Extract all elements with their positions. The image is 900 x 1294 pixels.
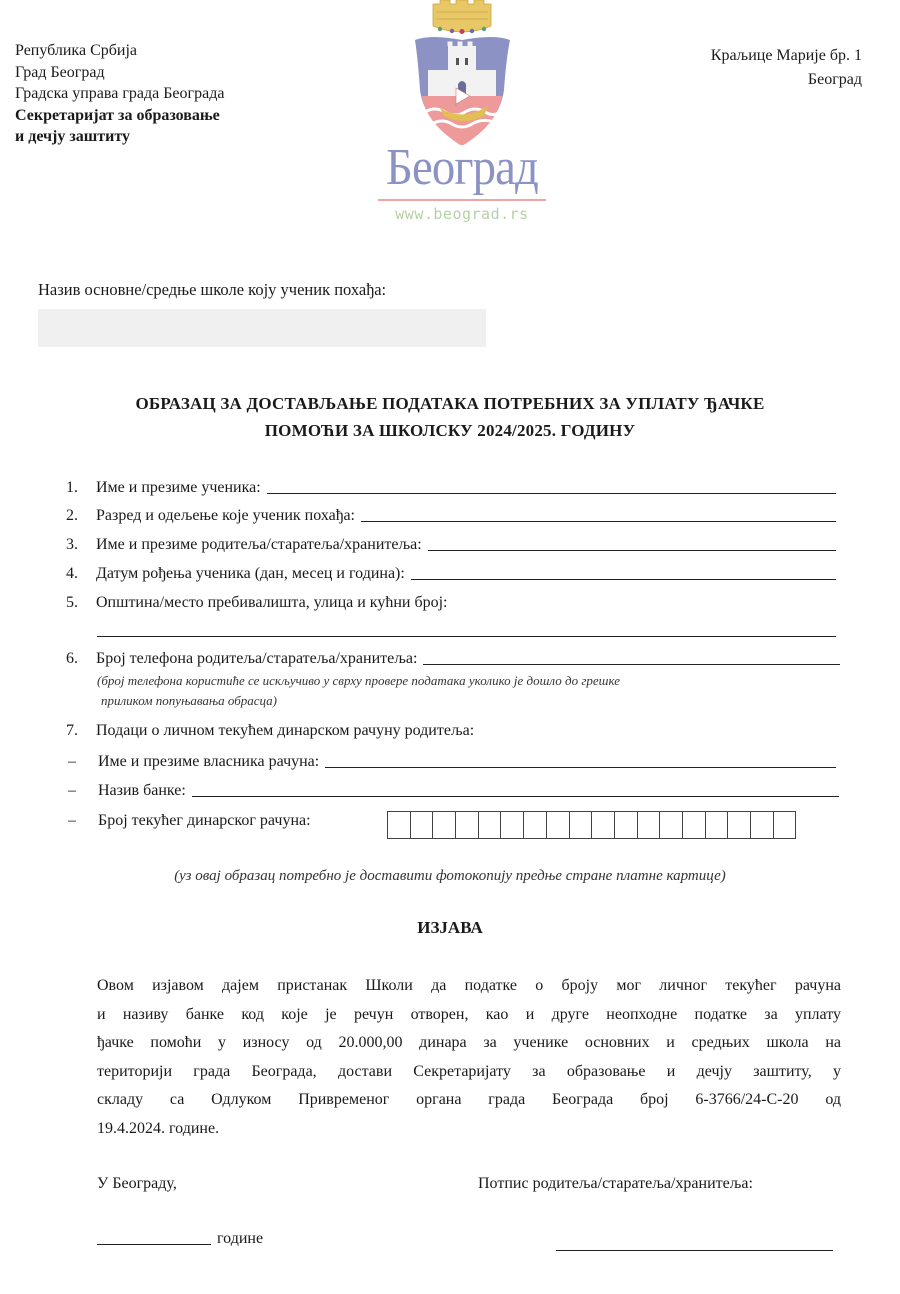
- statement-text: [97, 972, 841, 1143]
- phone-note-line: (број телефона користиће се искључиво у сврху провере података уколико је дошло до грешке: [97, 673, 621, 688]
- account-digit-box[interactable]: [501, 811, 524, 839]
- field-birth-date[interactable]: [66, 561, 836, 583]
- phone-note-line: приликом попуњавања обрасца): [101, 693, 278, 708]
- field-number: 4.: [66, 565, 78, 582]
- statement-line: територији града Београда, достави Секретаријату за образовање и дечју заштиту, у: [97, 1062, 841, 1080]
- address-street: Краљице Марије бр. 1: [710, 47, 862, 64]
- dash-bullet: –: [68, 753, 76, 770]
- account-digit-box[interactable]: [433, 811, 456, 839]
- field-label: Име и презиме родитеља/старатеља/хранитеља:: [96, 536, 422, 553]
- date-suffix: године: [217, 1230, 264, 1247]
- field-number: 3.: [66, 536, 78, 553]
- logo-url: www.beograd.rs: [395, 205, 529, 223]
- account-digit-box[interactable]: [479, 811, 502, 839]
- statement-line: 19.4.2024. године.: [97, 1119, 220, 1137]
- field-label: Име и презиме ученика:: [96, 479, 261, 496]
- issuer-department: и дечју заштиту: [15, 128, 131, 145]
- account-number-boxes[interactable]: [387, 811, 796, 839]
- statement-line: складу са Одлуком Привременог органа града Београда број 6-3766/24-С-20 од: [97, 1091, 841, 1108]
- field-bank-account-heading: [66, 718, 836, 740]
- field-label: Разред и одељење које ученик похађа:: [96, 507, 355, 524]
- field-number: 1.: [66, 479, 78, 496]
- account-digit-box[interactable]: [547, 811, 570, 839]
- statement-line: Овом изјавом дајем пристанак Школи да податке о броју мог личног текућег рачуна: [97, 977, 841, 994]
- account-digit-box[interactable]: [774, 811, 797, 839]
- bank-name-line[interactable]: [192, 780, 839, 797]
- field-label: Назив банке:: [98, 782, 186, 799]
- field-number: 7.: [66, 722, 78, 739]
- field-phone[interactable]: [66, 646, 840, 668]
- school-name-input[interactable]: [38, 309, 486, 347]
- account-digit-box[interactable]: [524, 811, 547, 839]
- issuer-line: Град Београд: [15, 63, 105, 81]
- field-student-name[interactable]: [66, 475, 836, 497]
- account-digit-box[interactable]: [683, 811, 706, 839]
- signature-line[interactable]: [556, 1250, 833, 1251]
- issuer-block: [15, 40, 224, 148]
- date-field[interactable]: [97, 1230, 263, 1248]
- dash-bullet: –: [68, 812, 76, 829]
- school-label: Назив основне/средње школе коју ученик похађа:: [38, 280, 387, 299]
- phone-note: [97, 671, 840, 711]
- field-number: 5.: [66, 594, 78, 611]
- issuer-line: Градска управа града Београда: [15, 85, 225, 102]
- field-bank-name[interactable]: [66, 778, 839, 800]
- account-digit-box[interactable]: [570, 811, 593, 839]
- parent-name-line[interactable]: [428, 534, 836, 551]
- address-block: [711, 44, 862, 92]
- address-line[interactable]: [97, 636, 836, 637]
- form-title: [0, 390, 900, 444]
- field-label: Датум рођења ученика (дан, месец и година):: [96, 565, 405, 582]
- account-digit-box[interactable]: [411, 811, 434, 839]
- field-number: 6.: [66, 650, 78, 667]
- account-digit-box[interactable]: [615, 811, 638, 839]
- place-label: У Београду,: [97, 1175, 177, 1192]
- account-digit-box[interactable]: [660, 811, 683, 839]
- field-parent-name[interactable]: [66, 532, 836, 554]
- logo-underline: [378, 199, 546, 201]
- birth-date-line[interactable]: [411, 563, 836, 580]
- field-label: Подаци о личном текућем динарском рачуну родитеља:: [96, 722, 475, 739]
- signature-label: Потпис родитеља/старатеља/хранитеља:: [478, 1175, 753, 1192]
- field-number: 2.: [66, 507, 78, 524]
- field-label: Број текућег динарског рачуна:: [98, 812, 311, 829]
- issuer-line: Република Србија: [15, 42, 137, 59]
- date-line[interactable]: [97, 1230, 211, 1245]
- field-account-owner[interactable]: [66, 749, 836, 771]
- logo-wordmark: Београд: [386, 139, 538, 196]
- phone-line[interactable]: [423, 648, 840, 665]
- field-label: Име и презиме власника рачуна:: [98, 753, 320, 770]
- account-digit-box[interactable]: [592, 811, 615, 839]
- account-digit-box[interactable]: [638, 811, 661, 839]
- statement-line: ђачке помоћи у износу од 20.000,00 динара за ученике основних и средњих школа на: [97, 1034, 841, 1051]
- dash-bullet: –: [68, 782, 76, 799]
- form-title-line: ПОМОЋИ ЗА ШКОЛСКУ 2024/2025. ГОДИНУ: [264, 421, 636, 440]
- form-title-line: ОБРАЗАЦ ЗА ДОСТАВЉАЊЕ ПОДАТАКА ПОТРЕБНИХ ЗА УПЛАТУ ЂАЧКЕ: [135, 394, 765, 413]
- student-name-line[interactable]: [267, 477, 836, 494]
- statement-heading: ИЗЈАВА: [417, 918, 483, 937]
- belgrade-coat-of-arms-icon: [370, 0, 555, 145]
- belgrade-logo: [370, 0, 555, 235]
- card-copy-note: (уз овај образац потребно је доставити фотокопију предње стране платне картице): [174, 868, 726, 884]
- account-digit-box[interactable]: [706, 811, 729, 839]
- account-owner-line[interactable]: [325, 751, 836, 768]
- field-account-number: [66, 808, 380, 830]
- field-address: [66, 590, 836, 612]
- field-label: Општина/место пребивалишта, улица и кућни број:: [96, 594, 448, 611]
- address-city: Београд: [807, 71, 862, 88]
- class-line[interactable]: [361, 505, 836, 522]
- account-digit-box[interactable]: [388, 811, 411, 839]
- field-class[interactable]: [66, 503, 836, 525]
- account-digit-box[interactable]: [728, 811, 751, 839]
- issuer-department: Секретаријат за образовање: [15, 106, 220, 124]
- account-digit-box[interactable]: [751, 811, 774, 839]
- statement-line: и називу банке код које је речун отворен, као и друге неопходне податке за уплату: [97, 1005, 841, 1023]
- field-label: Број телефона родитеља/старатеља/хранитеља:: [96, 650, 418, 667]
- account-digit-box[interactable]: [456, 811, 479, 839]
